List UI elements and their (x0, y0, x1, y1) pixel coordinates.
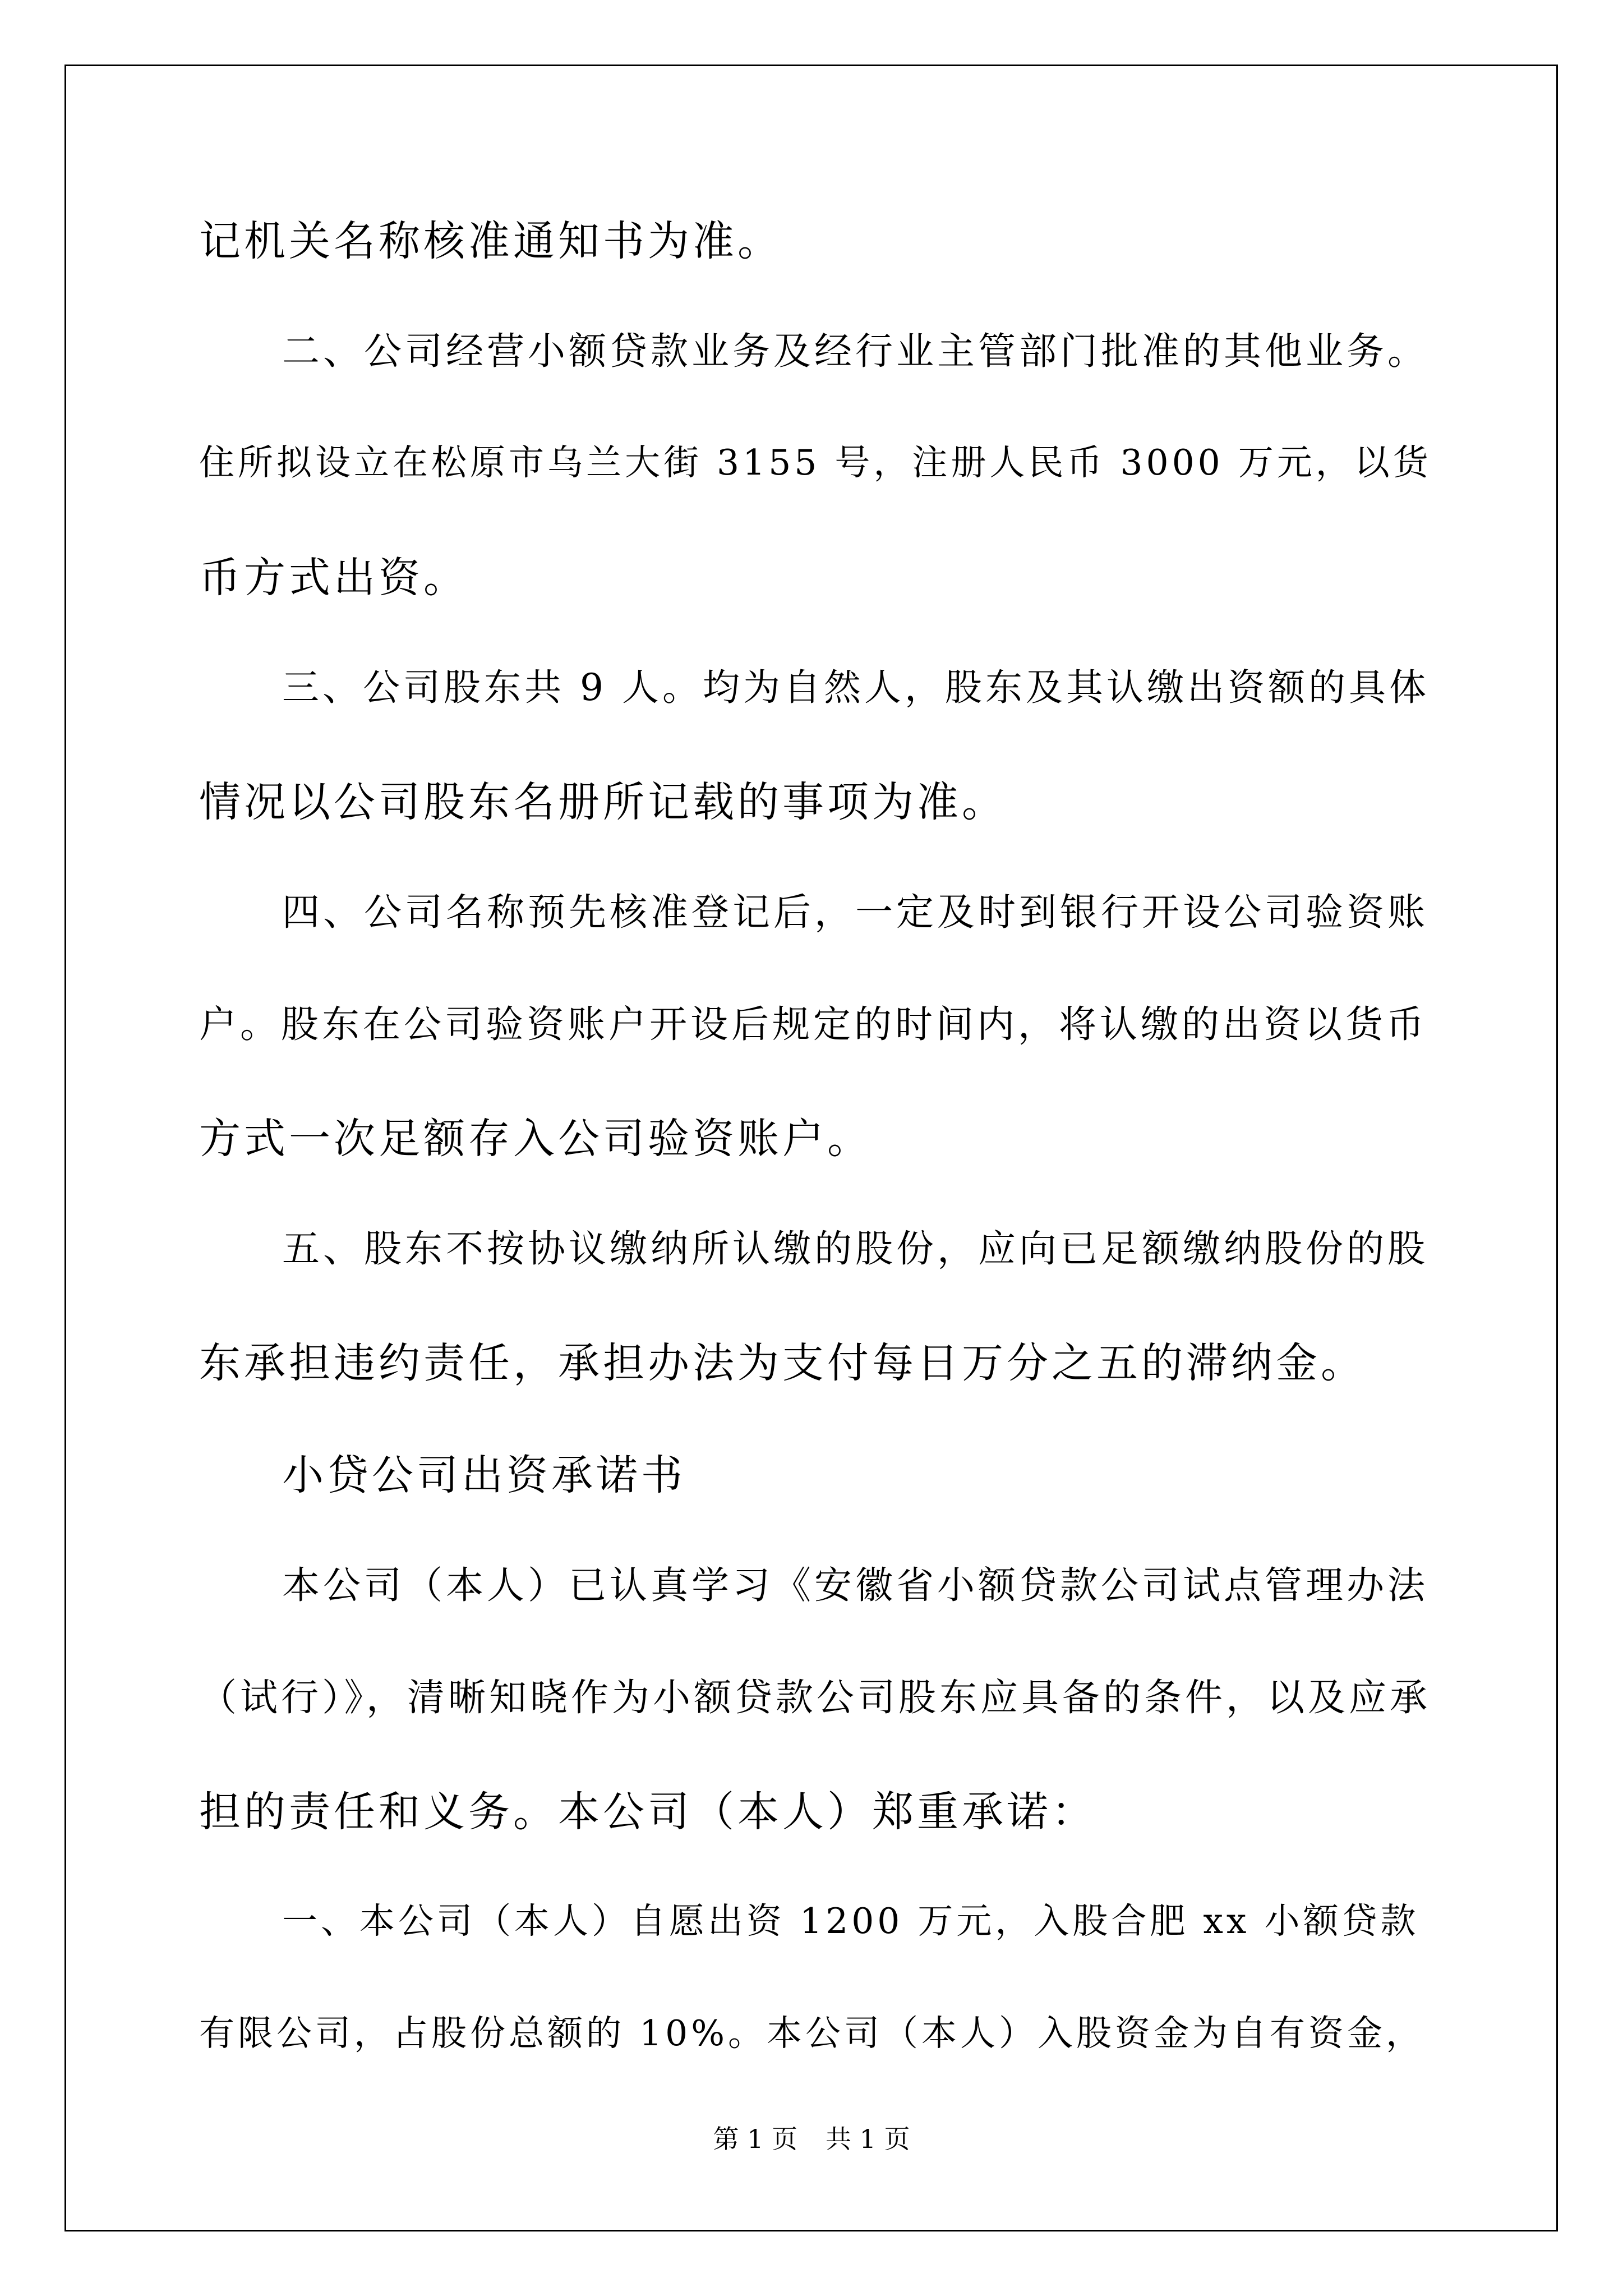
page-number: 第 1 页 (713, 2124, 797, 2154)
text-line: 方式一次足额存入公司验资账户。 (199, 1115, 872, 1163)
text-line: 一、本公司（本人）自愿出资 1200 万元，入股合肥 xx 小额贷款 (282, 1901, 1419, 1941)
text-line: 记机关名称核准通知书为准。 (199, 217, 782, 265)
text-line: 担的责任和义务。本公司（本人）郑重承诺： (199, 1788, 1096, 1836)
text-line: 户。股东在公司验资账户开设后规定的时间内，将认缴的出资以货币 (199, 1002, 1427, 1046)
text-line: 本公司（本人）已认真学习《安徽省小额贷款公司试点管理办法 (282, 1563, 1428, 1607)
text-line: 币方式出资。 (199, 554, 468, 602)
text-line: 住所拟设立在松原市乌兰大街 3155 号，注册人民币 3000 万元，以货 (199, 442, 1432, 483)
text-line: 有限公司，占股份总额的 10%。本公司（本人）入股资金为自有资金， (199, 2013, 1425, 2054)
text-line: 情况以公司股东名册所记载的事项为准。 (199, 778, 1007, 826)
page-footer (0, 2126, 1623, 2152)
text-line: 二、公司经营小额贷款业务及经行业主管部门批准的其他业务。 (282, 329, 1428, 373)
section-heading: 小贷公司出资承诺书 (282, 1451, 686, 1499)
page-total: 共 1 页 (826, 2124, 910, 2154)
text-line: 三、公司股东共 9 人。均为自然人，股东及其认缴出资额的具体 (282, 666, 1430, 709)
text-line: 五、股东不按协议缴纳所认缴的股份，应向已足额缴纳股份的股 (282, 1227, 1428, 1271)
text-line: （试行）》，清晰知晓作为小额贷款公司股东应具备的条件，以及应承 (199, 1676, 1431, 1719)
text-line: 四、公司名称预先核准登记后，一定及时到银行开设公司验资账 (282, 890, 1428, 934)
text-line: 东承担违约责任，承担办法为支付每日万分之五的滞纳金。 (199, 1339, 1366, 1387)
